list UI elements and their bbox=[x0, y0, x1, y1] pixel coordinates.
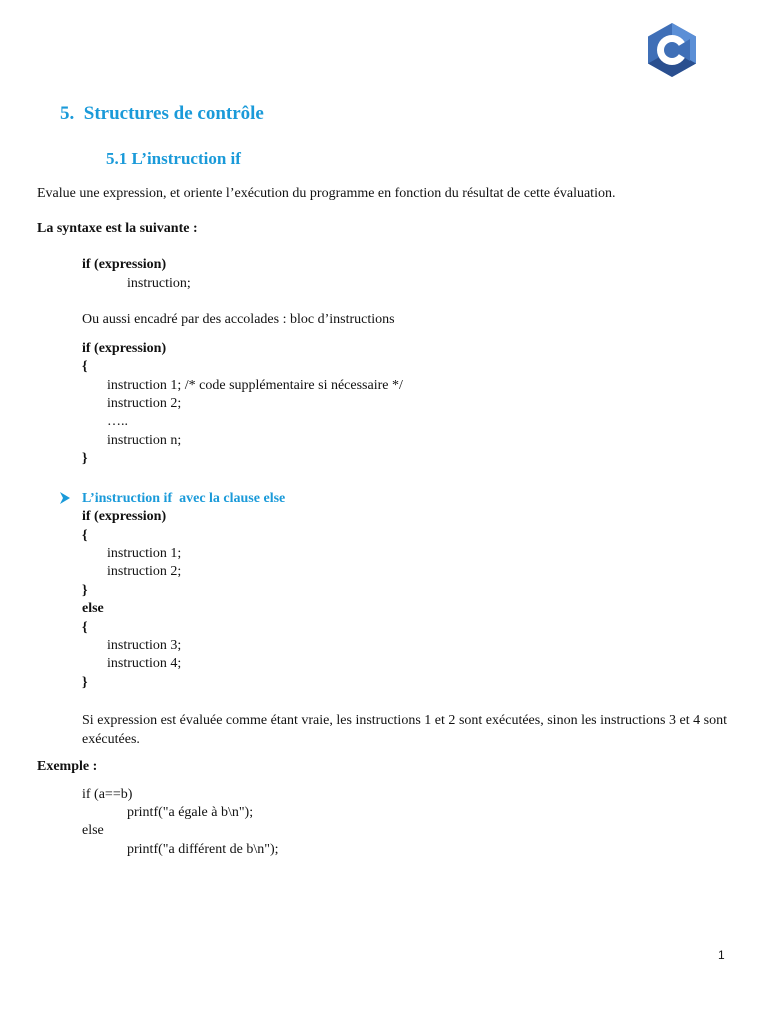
subsection-heading bbox=[106, 148, 241, 170]
code-line: if (a==b) bbox=[82, 787, 133, 802]
else-section-title: L’instruction if avec la clause else bbox=[82, 491, 286, 506]
section-heading bbox=[60, 102, 264, 126]
page-number: 1 bbox=[718, 948, 725, 962]
code-line: instruction n; bbox=[107, 433, 182, 448]
code-brace: } bbox=[82, 451, 88, 466]
code-line: instruction; bbox=[127, 276, 191, 291]
code-line: if (expression) bbox=[82, 257, 167, 272]
code-line: instruction 1; /* code supplémentaire si nécessaire */ bbox=[107, 378, 403, 393]
code-brace: { bbox=[82, 528, 88, 543]
subsection-number: 5.1 bbox=[106, 149, 128, 168]
code-line: instruction 2; bbox=[107, 396, 182, 411]
code-brace: } bbox=[82, 583, 88, 598]
syntax-label: La syntaxe est la suivante : bbox=[37, 221, 198, 236]
code-line: instruction 4; bbox=[107, 656, 182, 671]
else-explanation: Si expression est évaluée comme étant vraie, les instructions 1 et 2 sont exécutées, sinon les instructions 3 et 4 sont exécutées. bbox=[82, 713, 727, 747]
code-brace: { bbox=[82, 359, 88, 374]
code-line: ….. bbox=[107, 414, 128, 429]
code-line: else bbox=[82, 823, 104, 838]
intro-paragraph: Evalue une expression, et oriente l’exécution du programme en fonction du résultat de cette évaluation. bbox=[37, 186, 616, 201]
section-title: Structures de contrôle bbox=[83, 103, 264, 124]
code-line: instruction 1; bbox=[107, 546, 182, 561]
code-line: printf("a différent de b\n"); bbox=[127, 842, 279, 857]
code-line: if (expression) bbox=[82, 509, 167, 524]
code-brace: { bbox=[82, 620, 88, 635]
code-line: instruction 2; bbox=[107, 564, 182, 579]
code-brace: } bbox=[82, 675, 88, 690]
code-line: printf("a égale à b\n"); bbox=[127, 805, 254, 820]
code-line: instruction 3; bbox=[107, 638, 182, 653]
arrow-bullet-icon bbox=[60, 492, 70, 504]
code-line: else bbox=[82, 601, 104, 616]
code-line: if (expression) bbox=[82, 341, 167, 356]
c-language-logo bbox=[646, 22, 698, 78]
subsection-title: L’instruction if bbox=[131, 149, 241, 168]
section-number: 5. bbox=[60, 103, 75, 124]
accolades-text: Ou aussi encadré par des accolades : bloc d’instructions bbox=[82, 312, 395, 327]
example-label: Exemple : bbox=[37, 759, 98, 774]
